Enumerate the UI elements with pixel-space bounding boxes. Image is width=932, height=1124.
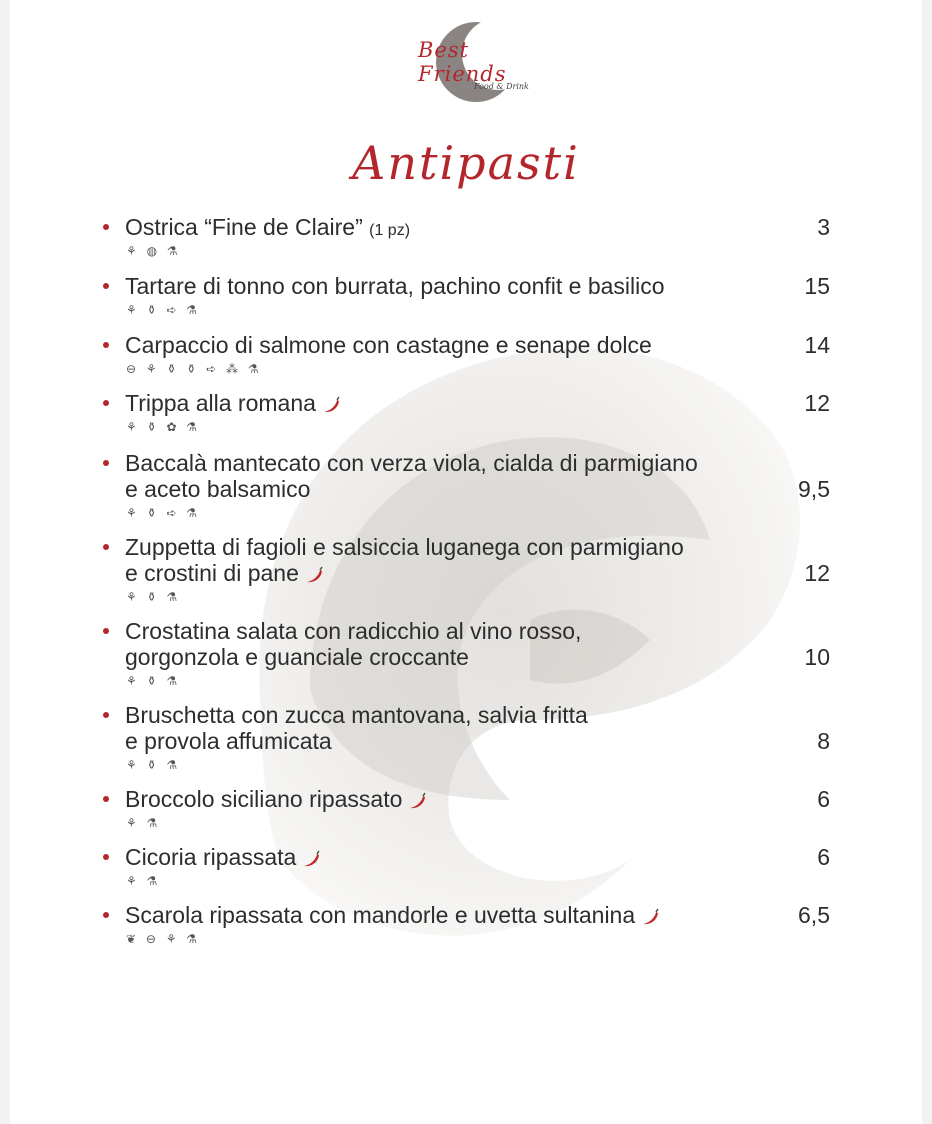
chili-pepper-icon <box>303 566 325 585</box>
bullet-dot <box>103 342 109 348</box>
menu-item-name-line1: Baccalà mantecato con verza viola, cialda di parmigiano <box>125 450 698 476</box>
menu-item <box>100 702 830 772</box>
menu-item-name-line2: e crostini di pane <box>125 560 299 586</box>
menu-item-name-line2: gorgonzola e guanciale croccante <box>125 644 469 670</box>
menu-item-price: 3 <box>817 214 830 240</box>
allergen-icons: ⊖ ⚘ ⚱ ⚱ ➪ ⁂ ⚗ <box>126 362 262 376</box>
menu-item <box>100 332 830 392</box>
allergen-icons: ⚘ ⚱ ⚗ <box>126 590 181 604</box>
section-title: Antipasti <box>352 136 580 190</box>
menu-item-name-line1: Zuppetta di fagioli e salsiccia luganega con parmigiano <box>125 534 684 560</box>
allergen-icons: ⚘ ⚱ ✿ ⚗ <box>126 420 201 434</box>
menu-item-name-line1: Tartare di tonno con burrata, pachino confit e basilico <box>125 273 665 299</box>
bullet-dot <box>103 400 109 406</box>
menu-item-name-line1: Ostrica “Fine de Claire” <box>125 214 363 240</box>
menu-item-name-line1: Crostatina salata con radicchio al vino rosso, <box>125 618 582 644</box>
allergen-icons: ⚘ ⚱ ➪ ⚗ <box>126 303 201 317</box>
allergen-icons: ⚘ ⚱ ⚗ <box>126 674 181 688</box>
menu-item-price: 12 <box>804 390 830 416</box>
chili-pepper-icon <box>406 792 428 811</box>
menu-item-price: 8 <box>817 728 830 754</box>
menu-item-price: 6 <box>817 844 830 870</box>
menu-item-name-line1: Broccolo siciliano ripassato <box>125 786 403 812</box>
bullet-dot <box>103 854 109 860</box>
menu-item-name <box>125 332 765 358</box>
menu-item-price: 6 <box>817 786 830 812</box>
menu-item <box>100 618 830 688</box>
menu-item <box>100 273 830 333</box>
bullet-dot <box>103 628 109 634</box>
menu-item-name <box>125 902 765 931</box>
menu-item-name <box>125 786 765 815</box>
menu-item-price: 14 <box>804 332 830 358</box>
menu-item-name-line2: e aceto balsamico <box>125 476 311 502</box>
menu-item-name <box>125 534 765 589</box>
logo-brand-text: Best Friends <box>418 38 507 86</box>
allergen-icons: ⚘ ⚱ ⚗ <box>126 758 181 772</box>
chili-pepper-icon <box>639 908 661 927</box>
menu-item-price: 15 <box>804 273 830 299</box>
menu-item-name <box>125 273 765 299</box>
menu-item-price: 6,5 <box>798 902 830 928</box>
menu-item <box>100 390 830 450</box>
menu-item <box>100 786 830 846</box>
menu-item-name <box>125 450 765 502</box>
menu-item <box>100 214 830 274</box>
menu-item-price: 9,5 <box>798 476 830 502</box>
menu-item-name <box>125 390 765 419</box>
allergen-icons: ⚘ ⚗ <box>126 874 161 888</box>
bullet-dot <box>103 283 109 289</box>
menu-item-name <box>125 702 765 754</box>
allergen-icons: ⚘ ⚱ ➪ ⚗ <box>126 506 201 520</box>
bullet-dot <box>103 224 109 230</box>
allergen-icons: ⚘ ◍ ⚗ <box>126 244 181 258</box>
menu-item-quantity: (1 pz) <box>369 222 411 239</box>
menu-item-name <box>125 618 765 670</box>
menu-list <box>10 0 922 1124</box>
bullet-dot <box>103 712 109 718</box>
menu-item-name-line1: Trippa alla romana <box>125 390 316 416</box>
menu-item-name-line1: Cicoria ripassata <box>125 844 297 870</box>
menu-item-name <box>125 844 765 873</box>
logo-tagline-text: Food & Drink <box>474 82 529 91</box>
menu-item-name-line2: e provola affumicata <box>125 728 332 754</box>
menu-item-name-line1: Scarola ripassata con mandorle e uvetta sultanina <box>125 902 636 928</box>
bullet-dot <box>103 912 109 918</box>
bullet-dot <box>103 796 109 802</box>
menu-item-price: 12 <box>804 560 830 586</box>
menu-item <box>100 450 830 520</box>
chili-pepper-icon <box>320 396 342 415</box>
menu-item <box>100 844 830 904</box>
bullet-dot <box>103 460 109 466</box>
menu-item-name-line1: Carpaccio di salmone con castagne e senape dolce <box>125 332 652 358</box>
menu-page <box>10 0 922 1124</box>
menu-item-name-line1: Bruschetta con zucca mantovana, salvia fritta <box>125 702 588 728</box>
menu-item <box>100 534 830 604</box>
bullet-dot <box>103 544 109 550</box>
menu-item <box>100 902 830 962</box>
menu-item-price: 10 <box>804 644 830 670</box>
allergen-icons: ❦ ⊖ ⚘ ⚗ <box>126 932 201 946</box>
allergen-icons: ⚘ ⚗ <box>126 816 161 830</box>
menu-item-name <box>125 214 765 244</box>
chili-pepper-icon <box>300 850 322 869</box>
